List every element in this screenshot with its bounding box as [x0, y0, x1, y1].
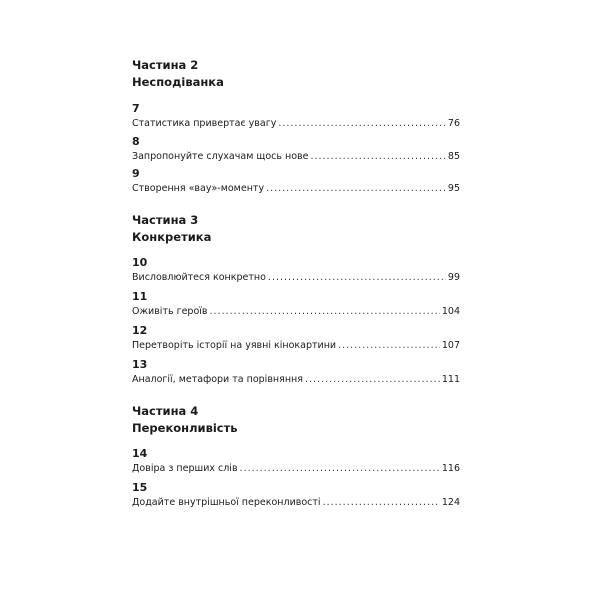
- part-title: Несподіванка: [132, 75, 224, 89]
- toc-entry[interactable]: [132, 256, 460, 284]
- dot-leader: [323, 496, 440, 509]
- dot-leader: [338, 339, 440, 352]
- toc-entry[interactable]: [132, 324, 460, 352]
- chapter-number: 11: [132, 290, 148, 303]
- chapter-number: 9: [132, 167, 140, 180]
- part-label: Частина 3: [132, 213, 199, 227]
- toc-entry[interactable]: [132, 481, 460, 509]
- chapter-number: 10: [132, 256, 148, 269]
- chapter-title: Висловлюйтеся конкретно: [132, 272, 266, 283]
- chapter-title: Перетворіть історії на уявні кінокартини: [132, 340, 337, 351]
- chapter-number: 15: [132, 481, 148, 494]
- chapter-title: Довіра з перших слів: [132, 463, 238, 474]
- toc-entry[interactable]: [132, 135, 460, 163]
- page-number: 111: [441, 374, 460, 385]
- page-number: 99: [447, 272, 460, 283]
- toc-entry[interactable]: [132, 447, 460, 475]
- chapter-title: Аналогії, метафори та порівняння: [132, 374, 303, 385]
- part-label: Частина 4: [132, 404, 199, 418]
- dot-leader: [310, 150, 445, 163]
- toc-entry[interactable]: [132, 102, 460, 130]
- dot-leader: [268, 271, 446, 284]
- part-heading-3: [132, 213, 211, 245]
- dot-leader: [210, 305, 440, 318]
- chapter-title: Додайте внутрішньої переконливості: [132, 497, 321, 508]
- part-label: Частина 2: [132, 58, 199, 72]
- chapter-number: 13: [132, 358, 148, 371]
- toc-entry[interactable]: [132, 358, 460, 386]
- page-number: 95: [447, 183, 460, 194]
- part-title: Переконливість: [132, 421, 238, 435]
- page-number: 85: [447, 151, 460, 162]
- part-title: Конкретика: [132, 230, 212, 244]
- toc-entry[interactable]: [132, 167, 460, 195]
- dot-leader: [266, 182, 446, 195]
- chapter-number: 12: [132, 324, 148, 337]
- page-number: 107: [441, 340, 460, 351]
- chapter-title: Запропонуйте слухачам щось нове: [132, 151, 309, 162]
- chapter-title: Створення «вау»-моменту: [132, 183, 265, 194]
- chapter-number: 14: [132, 447, 148, 460]
- dot-leader: [240, 462, 440, 475]
- chapter-title: Статистика привертає увагу: [132, 118, 277, 129]
- chapter-number: 8: [132, 135, 140, 148]
- toc-entry[interactable]: [132, 290, 460, 318]
- dot-leader: [278, 117, 446, 130]
- dot-leader: [305, 373, 440, 386]
- page-number: 76: [447, 118, 460, 129]
- page-number: 124: [441, 497, 460, 508]
- part-heading-2: [132, 58, 224, 90]
- chapter-title: Оживіть героїв: [132, 306, 208, 317]
- page-number: 104: [441, 306, 460, 317]
- page-number: 116: [441, 463, 460, 474]
- chapter-number: 7: [132, 102, 140, 115]
- part-heading-4: [132, 404, 238, 436]
